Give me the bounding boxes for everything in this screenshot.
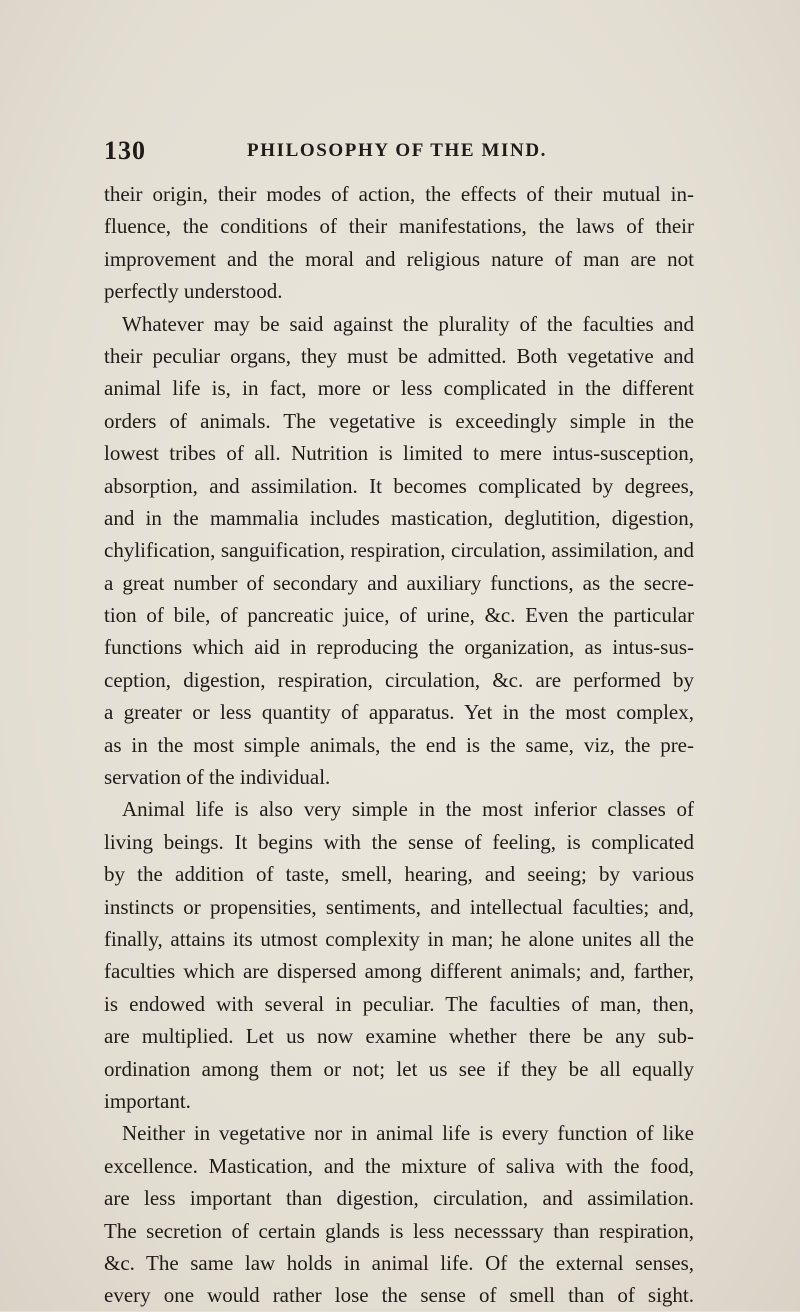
text-line: animal life is, in fact, more or less complicated in the different xyxy=(104,376,694,401)
text-line: every one would rather lose the sense of smell than of sight. xyxy=(104,1283,694,1308)
text-line: as in the most simple animals, the end is the same, viz, the pre- xyxy=(104,732,694,757)
text-line: a greater or less quantity of apparatus. Yet in the most complex, xyxy=(104,700,694,725)
body-text xyxy=(104,178,694,1312)
text-line: The secretion of certain glands is less necesssary than respiration, xyxy=(104,1218,694,1243)
text-line: orders of animals. The vegetative is exceedingly simple in the xyxy=(104,408,694,433)
page-number: 130 xyxy=(104,136,146,165)
text-line: lowest tribes of all. Nutrition is limited to mere intus-susception, xyxy=(104,441,694,466)
text-line: Neither in vegetative nor in animal life is every function of like xyxy=(122,1121,694,1146)
text-line: ception, digestion, respiration, circulation, &c. are performed by xyxy=(104,667,694,692)
text-line: servation of the individual. xyxy=(104,765,331,790)
text-line: is endowed with several in peculiar. The faculties of man, then, xyxy=(104,991,694,1016)
text-line: tion of bile, of pancreatic juice, of urine, &c. Even the particular xyxy=(104,603,694,628)
text-line: by the addition of taste, smell, hearing, and seeing; by various xyxy=(104,862,694,887)
running-head: PHILOSOPHY OF THE MIND. xyxy=(247,140,548,161)
text-line: a great number of secondary and auxiliary functions, as the secre- xyxy=(104,570,694,595)
text-line: living beings. It begins with the sense of feeling, is complicated xyxy=(104,829,694,854)
text-line: instincts or propensities, sentiments, and intellectual faculties; and, xyxy=(104,894,694,919)
text-line: improvement and the moral and religious nature of man are not xyxy=(104,246,694,271)
text-line: &c. The same law holds in animal life. Of the external senses, xyxy=(104,1250,694,1275)
text-line: finally, attains its utmost complexity in man; he alone unites all the xyxy=(104,926,694,951)
text-line: Whatever may be said against the plurality of the faculties and xyxy=(122,311,694,336)
text-line: fluence, the conditions of their manifestations, the laws of their xyxy=(104,214,694,239)
text-line: are less important than digestion, circulation, and assimilation. xyxy=(104,1186,694,1211)
text-line: and in the mammalia includes mastication, deglutition, digestion, xyxy=(104,505,694,530)
text-line: are multiplied. Let us now examine whether there be any sub- xyxy=(104,1024,694,1049)
text-line: Animal life is also very simple in the most inferior classes of xyxy=(122,797,694,822)
text-line: chylification, sanguification, respiration, circulation, assimilation, and xyxy=(104,538,694,563)
text-line: absorption, and assimilation. It becomes complicated by degrees, xyxy=(104,473,694,498)
text-line: perfectly understood. xyxy=(104,279,283,304)
text-line: excellence. Mastication, and the mixture of saliva with the food, xyxy=(104,1153,694,1178)
text-line: functions which aid in reproducing the organization, as intus-sus- xyxy=(104,635,694,660)
text-line: their peculiar organs, they must be admitted. Both vegetative and xyxy=(104,343,694,368)
text-line: ordination among them or not; let us see if they be all equally xyxy=(104,1056,694,1081)
text-line: important. xyxy=(104,1088,191,1113)
text-line: their origin, their modes of action, the effects of their mutual in- xyxy=(104,182,694,206)
page-header xyxy=(104,136,684,164)
text-line: faculties which are dispersed among different animals; and, farther, xyxy=(104,959,694,984)
